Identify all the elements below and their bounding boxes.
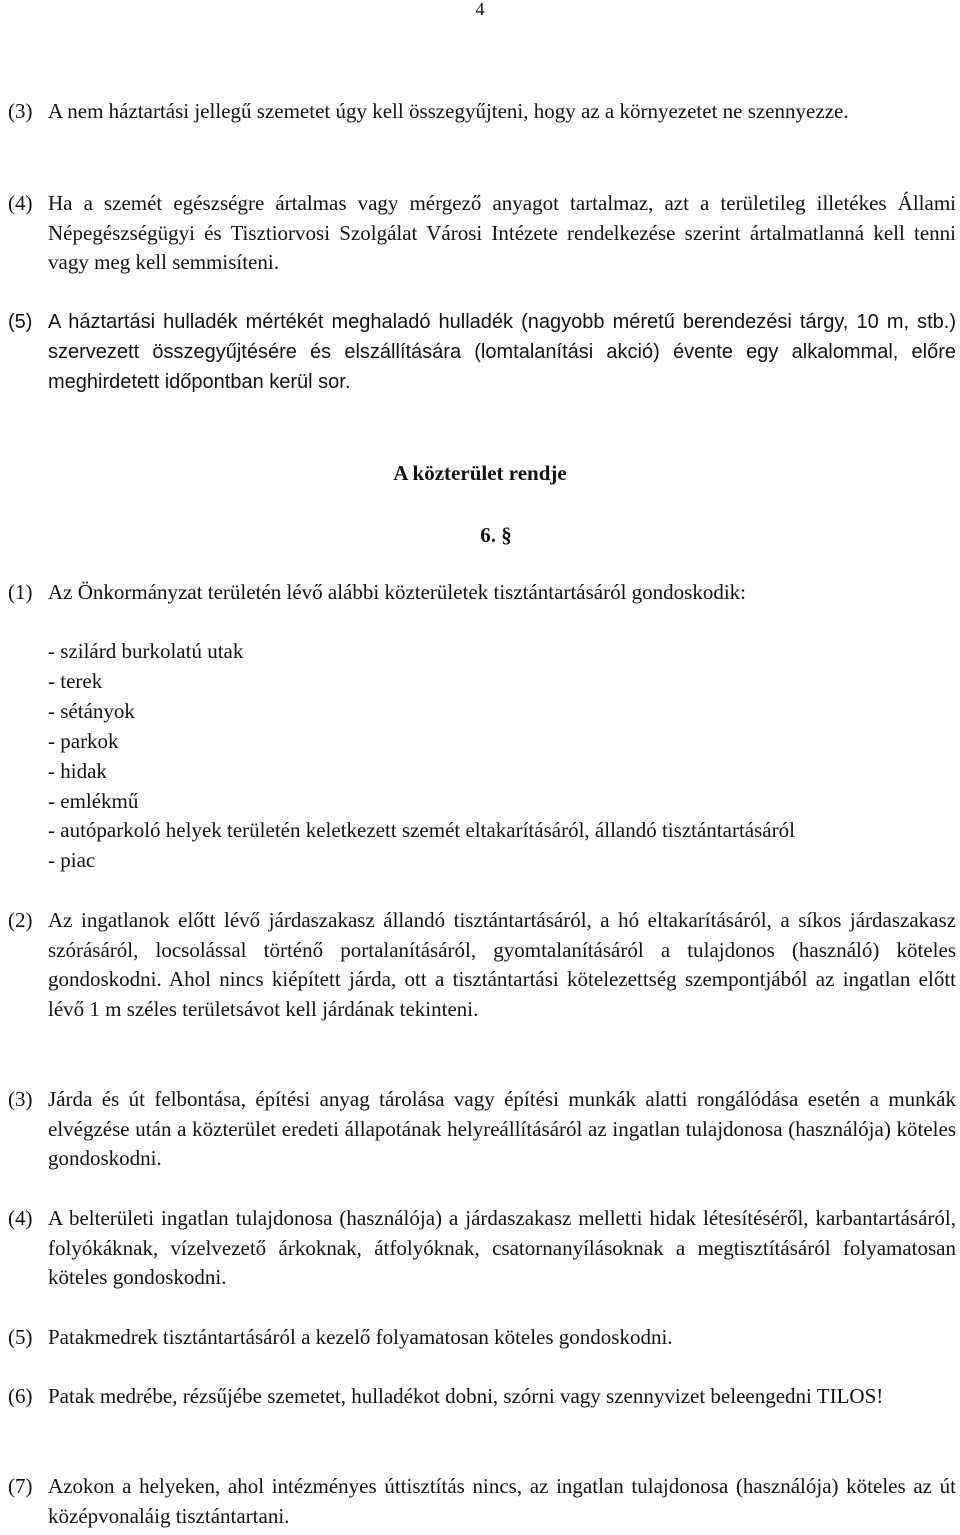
- list-item: - parkok: [48, 728, 119, 753]
- paragraph-5-streambeds: [8, 1323, 956, 1353]
- section-number: 6. §: [480, 523, 512, 547]
- list-item: - sétányok: [48, 698, 135, 723]
- paragraph-number: (3): [8, 1087, 33, 1111]
- paragraph-4-hazardous: [8, 189, 956, 278]
- paragraph-number: (3): [8, 99, 33, 123]
- list-item: - terek: [48, 668, 103, 693]
- paragraph-text: Ha a szemét egészségre ártalmas vagy mérgező anyagot tartalmaz, azt a területileg illetékes Állami Népegészségügyi és Tisztiorvosi Szolgálat Városi Intézete rendelkezése szerint ártalmatlanná kell tenni vagy meg kell semmisíteni.: [48, 191, 956, 274]
- paragraph-text: Járda és út felbontása, építési anyag tárolása vagy építési munkák alatti rongálódása esetén a munkák elvégzése után a közterület eredeti állapotának helyreállításáról az ingatlan tulajdonosa (használója) köteles gondoskodni.: [48, 1087, 956, 1170]
- list-item: - hidak: [48, 758, 107, 783]
- paragraph-number: (2): [8, 908, 33, 932]
- section-title: A közterület rendje: [393, 461, 567, 485]
- paragraph-number: (5): [8, 1325, 33, 1349]
- list-item: - emlékmű: [48, 788, 139, 813]
- paragraph-5-bulky-waste: [8, 307, 956, 397]
- page-number: 4: [475, 0, 485, 19]
- list-item: - piac: [48, 848, 96, 873]
- list-item: - szilárd burkolatú utak: [48, 639, 244, 663]
- paragraph-3-road-works: [8, 1085, 956, 1174]
- paragraph-4-drainage: [8, 1204, 956, 1293]
- paragraph-2-sidewalks: [8, 906, 956, 1024]
- paragraph-number: (5): [8, 311, 33, 333]
- public-areas-list: [48, 637, 795, 876]
- paragraph-text: Patakmedrek tisztántartásáról a kezelő folyamatosan köteles gondoskodni.: [48, 1325, 673, 1349]
- paragraph-6-prohibition: [8, 1382, 956, 1412]
- paragraph-number: (6): [8, 1384, 33, 1408]
- paragraph-text: Az Önkormányzat területén lévő alábbi közterületek tisztántartásáról gondoskodik:: [48, 580, 747, 604]
- paragraph-text: A nem háztartási jellegű szemetet úgy kell összegyűjteni, hogy az a környezetet ne szennyezze.: [48, 99, 849, 123]
- paragraph-number: (1): [8, 580, 33, 604]
- paragraph-text: A háztartási hulladék mértékét meghaladó hulladék (nagyobb méretű berendezési tárgy, 10 m, stb.) szervezett összegyűjtésére és elszállítására (lomtalanítási akció) évente egy alkalommal, előre meghirdetett időpontban kerül sor.: [48, 311, 956, 393]
- paragraph-text: Azokon a helyeken, ahol intézményes úttisztítás nincs, az ingatlan tulajdonosa (használója) köteles az út középvonaláig tisztántartani.: [48, 1474, 956, 1528]
- paragraph-number: (4): [8, 191, 33, 215]
- paragraph-7-road-cleaning: [8, 1472, 956, 1531]
- paragraph-number: (4): [8, 1206, 33, 1230]
- paragraph-text: Patak medrébe, rézsűjébe szemetet, hulladékot dobni, szórni vagy szennyvizet beleengedni TILOS!: [48, 1384, 884, 1408]
- paragraph-1-public-areas: [8, 578, 956, 608]
- paragraph-text: Az ingatlanok előtt lévő járdaszakasz állandó tisztántartásáról, a hó eltakarításáról, a síkos járdaszakasz szórásáról, locsolással történő portalanításáról, gyomtalanításáról a tulajdonos (használó) köteles gondoskodni. Ahol nincs kiépített járda, ott a tisztántartási kötelezettség szempontjából az ingatlan előtt lévő 1 m széles területsávot kell járdának tekinteni.: [48, 908, 956, 1021]
- paragraph-number: (7): [8, 1474, 33, 1498]
- paragraph-text: A belterületi ingatlan tulajdonosa (használója) a járdaszakasz melletti hidak létesítéséről, karbantartásáról, folyókáknak, vízelvezető árkoknak, átfolyóknak, csatornanyílásoknak a megtisztításáról folyamatosan köteles gondoskodni.: [48, 1206, 956, 1289]
- paragraph-3-waste: [8, 97, 956, 127]
- list-item: - autóparkoló helyek területén keletkezett szemét eltakarításáról, állandó tisztántartásáról: [48, 818, 795, 843]
